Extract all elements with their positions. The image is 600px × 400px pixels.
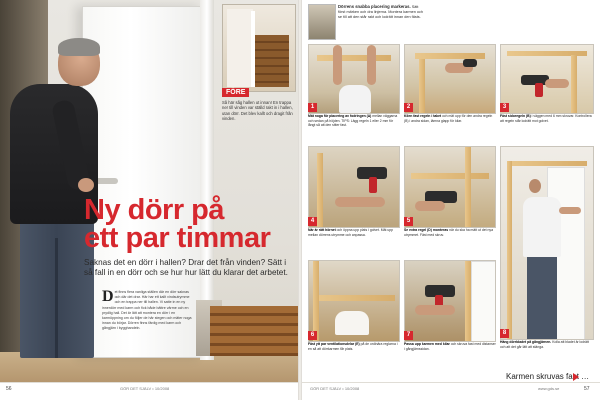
step-4-caption-text: och öppna upp plats i golvet. Mät upp mellan dörrens utrymme och anpassa. [308,228,394,237]
step-2-stud [419,59,425,113]
step-8-head [529,179,541,193]
left-footer [0,382,298,400]
left-page [0,0,298,400]
stairs [210,306,298,356]
step-8-jeans [527,257,557,339]
step-5-caption [404,228,496,237]
right-page [302,0,600,400]
step-2-photo [404,44,496,114]
step-5-number: 5 [404,217,413,226]
left-page-number: 56 [6,386,12,392]
step-1-caption-text: mellan väggarna och sedan på höjden. TIPS: Lägg regeln 1 eller 2 mm för långt så att den sitter fast. [308,114,398,128]
lede: Saknas det en dörr i hallen? Drar det från vinden? Sätt i så fall in en dörr och se hur hur lätt du klarar det arbetet. [84,258,288,277]
step-1-arm-left [333,45,342,85]
step-1 [308,44,400,144]
step-3-caption-bold: Fäst sidoregeln (B) [500,114,531,118]
headline-line-2: ett par timmar [84,222,271,254]
step-2-caption-text: och mät upp för den andra regeln (B) i andra sidan, lämna glapp för kilar. [404,114,493,123]
step-6-beam [313,295,395,301]
step-5-caption-bold: Se extra regel (D) monteras [404,228,449,232]
step-7 [404,260,496,370]
step-5-photo [404,146,496,228]
intro-title: Dörrens snabba placering markeras. [338,4,411,9]
step-4-photo [308,146,400,228]
step-8-photo [500,146,594,340]
continue-label: Karmen skruvas fast … [506,372,590,381]
step-1-arm-right [367,45,376,85]
man-hair [58,38,100,56]
step-7-caption [404,342,496,351]
step-3-number: 3 [500,103,509,112]
before-photo-wall [227,9,253,87]
step-7-number: 7 [404,331,413,340]
step-8 [500,146,594,368]
continue-arrow-icon [573,373,579,381]
step-8-header-beam [507,161,587,166]
step-5-beam [411,173,489,179]
step-4-arm [335,197,385,207]
right-footer [302,382,600,400]
step-3 [500,44,594,144]
body-paragraph: et finns flera vanliga ställen där en dörr saknas och där det drar. Här har ett kallt vindsutrymme och en trappa ner till hallen. Vi satte in en ny innerdörr med karm och fick både bättre värme och en prydlig hall. Det är lätt att montera en dörr i en karmöppning om du följer de här stegen och mäter noga innan du börjar. Dörren finns färdig med karm och gångjärn i bygghandeln. [102,290,192,331]
step-2-caption-bold: Kilen fast regeln i taket [404,114,442,118]
before-photo-stairs [253,35,289,87]
step-1-shirt [339,85,371,113]
step-7-door-edge [471,261,496,342]
step-4-stud [317,153,323,227]
step-4-drill-grip [369,177,377,193]
step-8-caption-bold: Häng dörrbladet på gångjärnen. [500,340,552,344]
step-5 [404,146,496,256]
step-5-arm [415,201,445,211]
step-1-header-beam [317,55,391,61]
step-4-number: 4 [308,217,317,226]
before-badge: FÖRE [222,88,249,97]
step-8-shirt [523,197,561,257]
step-2 [404,44,496,144]
step-8-number: 8 [500,329,509,338]
step-3-arm [545,79,569,88]
step-6-caption-text: på de ordinära reglarna i en så att dörrkarmen får plats. [308,342,398,351]
intro-text [338,4,426,20]
right-url: www.gds.se [538,386,560,391]
step-3-caption [500,114,594,123]
step-5-caption-text: när du ska ha mätt ut det nya utrymmet. Fäst med skruv. [404,228,493,237]
step-8-jamb [507,161,512,339]
step-3-caption-text: i väggen med 6 mm skruvar. Kontrollera att regeln står lodrätt mot golvet. [500,114,592,123]
step-6-caption-bold: Fäst ytt par ventilationsdelar (E) [308,342,360,346]
step-4-caption [308,228,400,237]
step-2-caption [404,114,496,123]
step-2-hammer [463,59,477,67]
step-8-caption [500,340,594,349]
step-6-panel [335,311,369,335]
step-4-caption-bold: När är rätt hörnet [308,228,336,232]
step-1-caption [308,114,400,128]
step-7-arm [415,305,455,315]
step-6-photo [308,260,400,342]
step-3-drill-grip [535,83,543,97]
intro-body: Sätt först märken och dra linjerna. Montera karmen och se till att den står rakt och lodrätt innan den fästs. [338,5,424,19]
step-7-caption-text: och skruva fast med distanser i gångjärnssidan. [404,342,496,351]
before-photo-door-edge [251,11,255,87]
step-1-caption-bold: Mät noga för placering av fodringen (A) [308,114,372,118]
before-photo [222,4,296,92]
man-leg-gap [55,238,58,358]
man-hand [78,178,94,192]
step-6 [308,260,400,370]
left-magazine-name: GÖR DET SJÄLV • 10/2008 [120,386,170,391]
right-page-number: 57 [584,386,590,392]
before-caption: Så här såg hallen ut innan! En trappa ner till vinden var ställd rakt in i hallen, utan dörr. Det blev kallt och dragit från vinden. [222,100,293,122]
body-text [102,290,192,332]
right-magazine-name: GÖR DET SJÄLV • 10/2008 [310,386,360,391]
step-3-photo [500,44,594,114]
step-8-caption-text: Kolla att bladet är lodrätt och att det går lätt att stänga. [500,340,589,349]
step-1-photo [308,44,400,114]
dropcap: D [102,288,114,305]
step-3-stud [571,55,577,113]
headline [84,196,296,252]
intro-thumbnail [308,4,336,40]
step-5-stud [465,147,471,227]
step-1-number: 1 [308,103,317,112]
step-4 [308,146,400,256]
step-2-number: 2 [404,103,413,112]
step-7-photo [404,260,496,342]
step-6-caption [308,342,400,351]
step-6-number: 6 [308,331,317,340]
step-8-arm [559,207,581,214]
headline-line-1: Ny dörr på [84,194,225,226]
step-7-caption-bold: Passa upp karmen med kilar [404,342,450,346]
step-6-stud [313,261,319,341]
